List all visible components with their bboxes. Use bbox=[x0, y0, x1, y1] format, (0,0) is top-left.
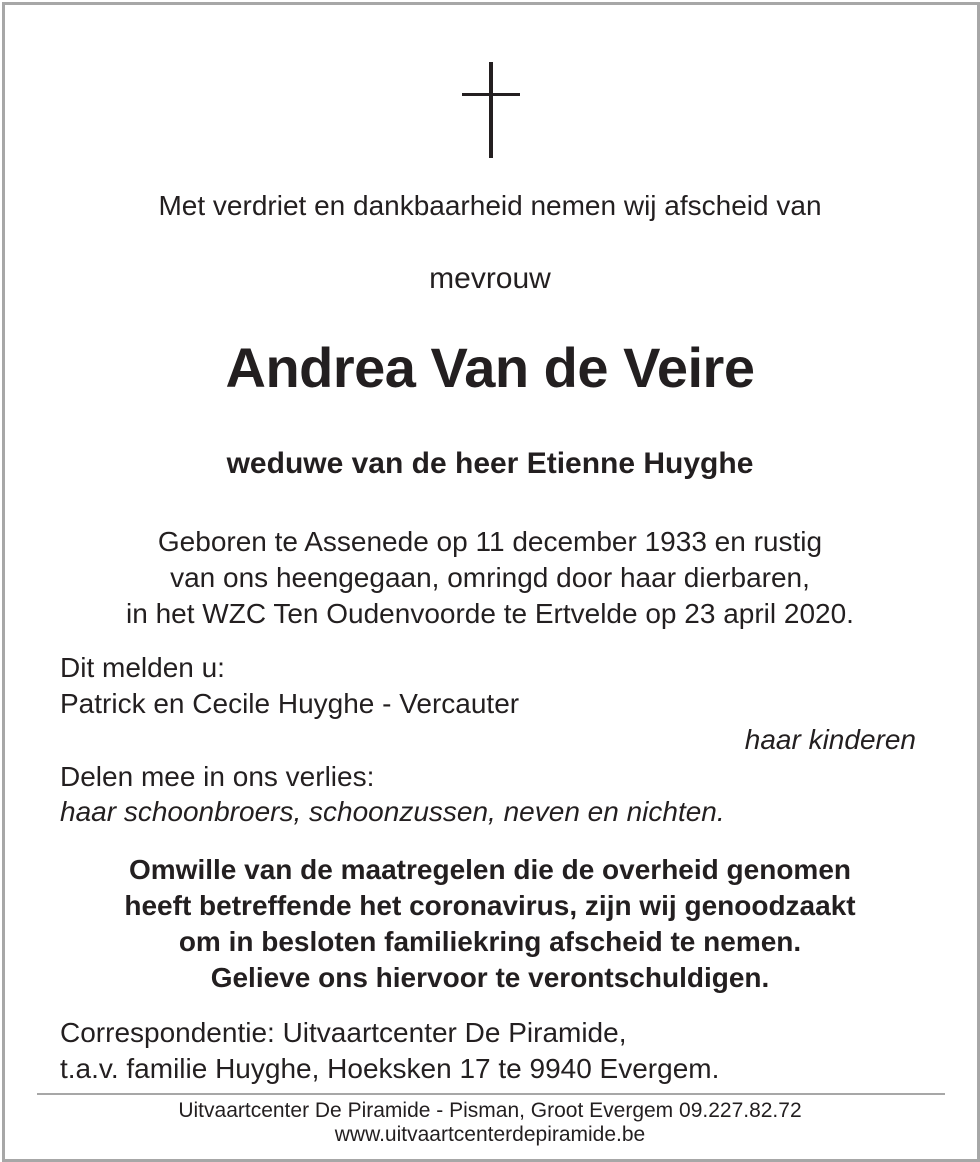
funeral-home-info: Uitvaartcenter De Piramide - Pisman, Groot Evergem 09.227.82.72 bbox=[178, 1099, 802, 1122]
footer bbox=[0, 1099, 980, 1147]
announcers-label: Dit melden u: bbox=[60, 652, 225, 683]
corona-line: Omwille van de maatregelen die de overheid genomen bbox=[129, 854, 851, 885]
intro-text: Met verdriet en dankbaarheid nemen wij afscheid van bbox=[158, 190, 822, 221]
corona-line: heeft betreffende het coronavirus, zijn wij genoodzaakt bbox=[124, 890, 856, 921]
share-label: Delen mee in ons verlies: bbox=[60, 761, 375, 792]
bio-line: van ons heengegaan, omringd door haar dierbaren, bbox=[170, 562, 810, 593]
correspondence-line: Correspondentie: Uitvaartcenter De Piramide, bbox=[60, 1017, 627, 1048]
corona-line: om in besloten familiekring afscheid te nemen. bbox=[178, 926, 802, 957]
biography bbox=[0, 524, 980, 632]
spouse-line: weduwe van de heer Etienne Huyghe bbox=[226, 447, 754, 480]
corona-notice bbox=[0, 852, 980, 996]
children-role: haar kinderen bbox=[744, 724, 916, 755]
bio-line: in het WZC Ten Oudenvoorde te Ertvelde op 23 april 2020. bbox=[126, 598, 854, 629]
corona-line: Gelieve ons hiervoor te verontschuldigen. bbox=[210, 962, 770, 993]
bio-line: Geboren te Assenede op 11 december 1933 en rustig bbox=[157, 526, 823, 557]
cross-horizontal-bar bbox=[462, 93, 520, 96]
extended-family: haar schoonbroers, schoonzussen, neven en nichten. bbox=[60, 796, 725, 827]
website-link[interactable]: www.uitvaartcenterdepiramide.be bbox=[334, 1123, 646, 1146]
cross-vertical-bar bbox=[489, 62, 493, 158]
footer-divider bbox=[37, 1093, 945, 1095]
honorific: mevrouw bbox=[429, 262, 551, 295]
latin-cross-icon bbox=[462, 62, 520, 158]
children-names: Patrick en Cecile Huyghe - Vercauter bbox=[60, 688, 520, 719]
deceased-name: Andrea Van de Veire bbox=[225, 336, 755, 399]
correspondence-address: t.a.v. familie Huyghe, Hoeksken 17 te 9940 Evergem. bbox=[60, 1053, 720, 1084]
